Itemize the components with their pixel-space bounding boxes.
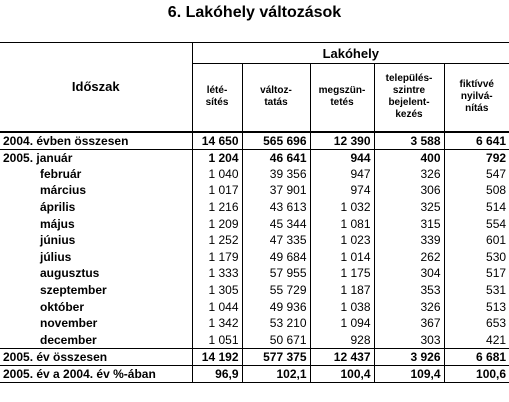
row-label: október: [0, 298, 192, 315]
table-row: [0, 199, 509, 216]
cell-value: 53 210: [242, 315, 310, 332]
cell-value: 1 044: [192, 298, 242, 315]
cell-value: 1 333: [192, 265, 242, 282]
cell-value: 653: [486, 316, 507, 331]
row-label: 2005. január: [0, 149, 192, 166]
table-row: [0, 249, 509, 266]
table-row: [0, 215, 509, 232]
row-label: december: [0, 332, 192, 349]
cell-value: 100,4: [310, 365, 374, 382]
cell-value: 1 081: [310, 215, 374, 232]
cell-value: 1 204: [192, 149, 242, 166]
column-header: fiktívvé nyilvá- nítás: [459, 79, 494, 115]
column-header: megszün- tetés: [310, 64, 374, 132]
cell-value: 304: [374, 265, 444, 282]
cell-value: 47 335: [242, 232, 310, 249]
cell-value: 1 023: [310, 232, 374, 249]
cell-value: 325: [374, 199, 444, 216]
cell-value: 947: [310, 166, 374, 183]
cell-value: 601: [486, 233, 507, 248]
cell-value: 1 179: [192, 249, 242, 266]
cell-value: 12 437: [310, 348, 374, 365]
row-label: február: [0, 166, 192, 183]
cell-value: 49 936: [242, 298, 310, 315]
row-label: 2005. év összesen: [0, 348, 192, 365]
table-row: [0, 315, 509, 332]
cell-value: 1 175: [310, 265, 374, 282]
row-label: március: [0, 182, 192, 199]
cell-value: 55 729: [242, 282, 310, 299]
row-label: november: [0, 315, 192, 332]
cell-value: 792: [444, 149, 509, 166]
cell-value: 3 588: [374, 132, 444, 150]
cell-value: 367: [374, 315, 444, 332]
table-row: [0, 365, 509, 382]
table-title: 6. Lakóhely változások: [167, 4, 342, 21]
cell-value: 1 032: [310, 199, 374, 216]
cell-value: 6 641: [444, 132, 509, 150]
residence-changes-table: [0, 42, 509, 383]
cell-value: 57 955: [242, 265, 310, 282]
row-label: június: [0, 232, 192, 249]
table-row: [0, 232, 509, 249]
period-header: Időszak: [0, 43, 192, 132]
cell-value: 514: [486, 200, 507, 215]
cell-value: 262: [374, 249, 444, 266]
cell-value: 531: [486, 283, 507, 298]
cell-value: 565 696: [242, 132, 310, 150]
cell-value: 326: [374, 166, 444, 183]
cell-value: 508: [486, 183, 507, 198]
cell-value: 1 017: [192, 182, 242, 199]
cell-value: 1 305: [192, 282, 242, 299]
table-row: [0, 348, 509, 365]
cell-value: 1 014: [310, 249, 374, 266]
cell-value: 1 252: [192, 232, 242, 249]
cell-value: 353: [374, 282, 444, 299]
cell-value: 100,6: [444, 365, 509, 382]
row-label: április: [0, 199, 192, 216]
cell-value: 1 040: [192, 166, 242, 183]
cell-value: 37 901: [242, 182, 310, 199]
cell-value: 974: [310, 182, 374, 199]
table-row: [0, 149, 509, 166]
row-label: augusztus: [0, 265, 192, 282]
row-label: 2004. évben összesen: [0, 132, 192, 150]
table-row: [0, 265, 509, 282]
cell-value: 109,4: [374, 365, 444, 382]
table-row: [0, 282, 509, 299]
cell-value: 96,9: [192, 365, 242, 382]
cell-value: 49 684: [242, 249, 310, 266]
cell-value: 1 094: [310, 315, 374, 332]
cell-value: 12 390: [310, 132, 374, 150]
column-header: település- szintre bejelent- kezés: [374, 64, 444, 132]
cell-value: 400: [374, 149, 444, 166]
cell-value: 547: [486, 166, 507, 181]
cell-value: 45 344: [242, 215, 310, 232]
cell-value: 102,1: [242, 365, 310, 382]
cell-value: 530: [486, 249, 507, 264]
cell-value: 554: [486, 216, 507, 231]
cell-value: 944: [310, 149, 374, 166]
cell-value: 14 650: [192, 132, 242, 150]
cell-value: 14 192: [192, 348, 242, 365]
table-row: [0, 166, 509, 183]
row-label: május: [0, 215, 192, 232]
table-row: [0, 132, 509, 150]
cell-value: 421: [486, 332, 507, 347]
cell-value: 6 681: [444, 348, 509, 365]
row-label: 2005. év a 2004. év %-ában: [0, 365, 192, 382]
cell-value: 513: [486, 299, 507, 314]
cell-value: 1 051: [192, 332, 242, 349]
cell-value: 39 356: [242, 166, 310, 183]
cell-value: 43 613: [242, 199, 310, 216]
cell-value: 315: [374, 215, 444, 232]
cell-value: 339: [374, 232, 444, 249]
table-row: [0, 182, 509, 199]
cell-value: 1 216: [192, 199, 242, 216]
cell-value: 46 641: [242, 149, 310, 166]
cell-value: 306: [374, 182, 444, 199]
cell-value: 1 187: [310, 282, 374, 299]
group-header: Lakóhely: [192, 43, 509, 64]
cell-value: 50 671: [242, 332, 310, 349]
column-header: változ- tatás: [242, 64, 310, 132]
cell-value: 3 926: [374, 348, 444, 365]
cell-value: 1 342: [192, 315, 242, 332]
table-row: [0, 332, 509, 349]
row-label: szeptember: [0, 282, 192, 299]
cell-value: 303: [374, 332, 444, 349]
cell-value: 1 209: [192, 215, 242, 232]
cell-value: 577 375: [242, 348, 310, 365]
cell-value: 517: [486, 266, 507, 281]
cell-value: 928: [310, 332, 374, 349]
cell-value: 326: [374, 298, 444, 315]
column-header: lété- sítés: [192, 64, 242, 132]
row-label: július: [0, 249, 192, 266]
table-row: [0, 298, 509, 315]
cell-value: 1 038: [310, 298, 374, 315]
